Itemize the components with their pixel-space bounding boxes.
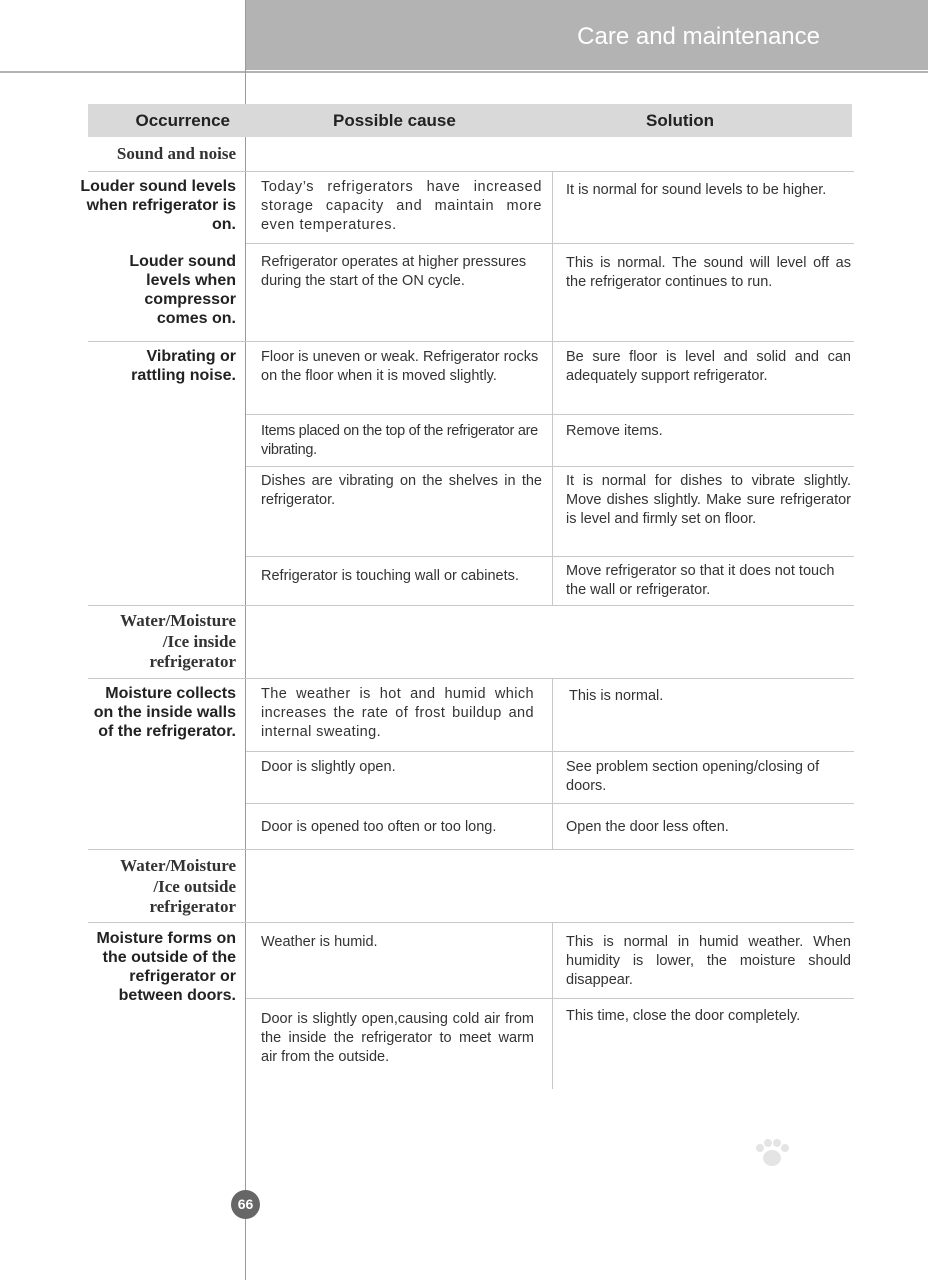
solution-cell: See problem section opening/closing of doors. [566, 759, 820, 794]
occurrence-cell: Moisture collects on the inside walls of the refrigerator. [93, 685, 236, 740]
cause-cell: Door is slightly open. [261, 759, 396, 775]
row-divider [246, 998, 854, 999]
solution-cell: This is normal in humid weather. When humidity is lower, the moisture should disappear. [566, 934, 851, 988]
solution-cell: This time, close the door completely. [566, 1008, 801, 1024]
row-divider [88, 171, 854, 172]
row-divider [246, 751, 854, 752]
header-divider [0, 71, 928, 73]
paw-icon [752, 1138, 792, 1168]
cause-cell: Door is slightly open,causing cold air from the inside the refrigerator to meet warm air from the outside. [261, 1011, 534, 1065]
column-divider [552, 679, 553, 849]
page-header-title: Care and maintenance [577, 23, 820, 50]
row-divider [88, 341, 854, 342]
cause-cell: Dishes are vibrating on the shelves in the refrigerator. [261, 473, 542, 508]
row-divider [88, 849, 854, 850]
row-divider [88, 678, 854, 679]
solution-cell: Open the door less often. [566, 819, 729, 835]
row-divider [246, 466, 854, 467]
row-divider [246, 803, 854, 804]
cause-cell: Weather is humid. [261, 934, 378, 950]
column-header-occurrence: Occurrence [135, 111, 230, 130]
column-header-solution: Solution [646, 111, 714, 130]
cause-cell: Refrigerator operates at higher pressures during the start of the ON cycle. [261, 254, 527, 289]
section-title-inside: Water/Moisture /Ice inside refrigerator [120, 611, 236, 671]
row-divider [88, 605, 854, 606]
row-divider [88, 922, 854, 923]
cause-cell: Today’s refrigerators have increased storage capacity and maintain more even temperatures. [261, 179, 542, 233]
solution-cell: This is normal. The sound will level off as the refrigerator continues to run. [566, 255, 851, 290]
column-divider [552, 923, 553, 1089]
solution-cell: This is normal. [569, 688, 664, 704]
cause-cell: The weather is hot and humid which increases the rate of frost buildup and internal sweating. [261, 686, 534, 740]
occurrence-cell: Louder sound levels when compressor comes on. [129, 253, 236, 327]
section-title-outside: Water/Moisture /Ice outside refrigerator [120, 856, 236, 916]
column-header-cause: Possible cause [333, 111, 456, 130]
row-divider [246, 556, 854, 557]
occurrence-cell: Vibrating or rattling noise. [131, 348, 236, 384]
margin-rule [245, 0, 246, 1280]
cause-cell: Floor is uneven or weak. Refrigerator rocks on the floor when it is moved slightly. [261, 349, 539, 384]
column-divider [552, 172, 553, 605]
solution-cell: It is normal for sound levels to be higher. [566, 182, 827, 198]
solution-cell: It is normal for dishes to vibrate slightly. Move dishes slightly. Make sure refrigerator is level and firmly set on floor. [566, 473, 851, 527]
cause-cell: Refrigerator is touching wall or cabinets. [261, 568, 519, 584]
section-title-sound: Sound and noise [116, 144, 236, 163]
solution-cell: Move refrigerator so that it does not touch the wall or refrigerator. [566, 563, 835, 598]
solution-cell: Remove items. [566, 423, 663, 439]
row-divider [246, 243, 854, 244]
cause-cell: Door is opened too often or too long. [261, 819, 497, 835]
cause-cell: Items placed on the top of the refrigerator are vibrating. [261, 423, 538, 458]
solution-cell: Be sure floor is level and solid and can adequately support refrigerator. [566, 349, 851, 384]
row-divider [246, 414, 854, 415]
occurrence-cell: Moisture forms on the outside of the refrigerator or between doors. [96, 930, 236, 1004]
page-number-badge: 66 [231, 1190, 260, 1219]
occurrence-cell: Louder sound levels when refrigerator is on. [80, 178, 236, 233]
